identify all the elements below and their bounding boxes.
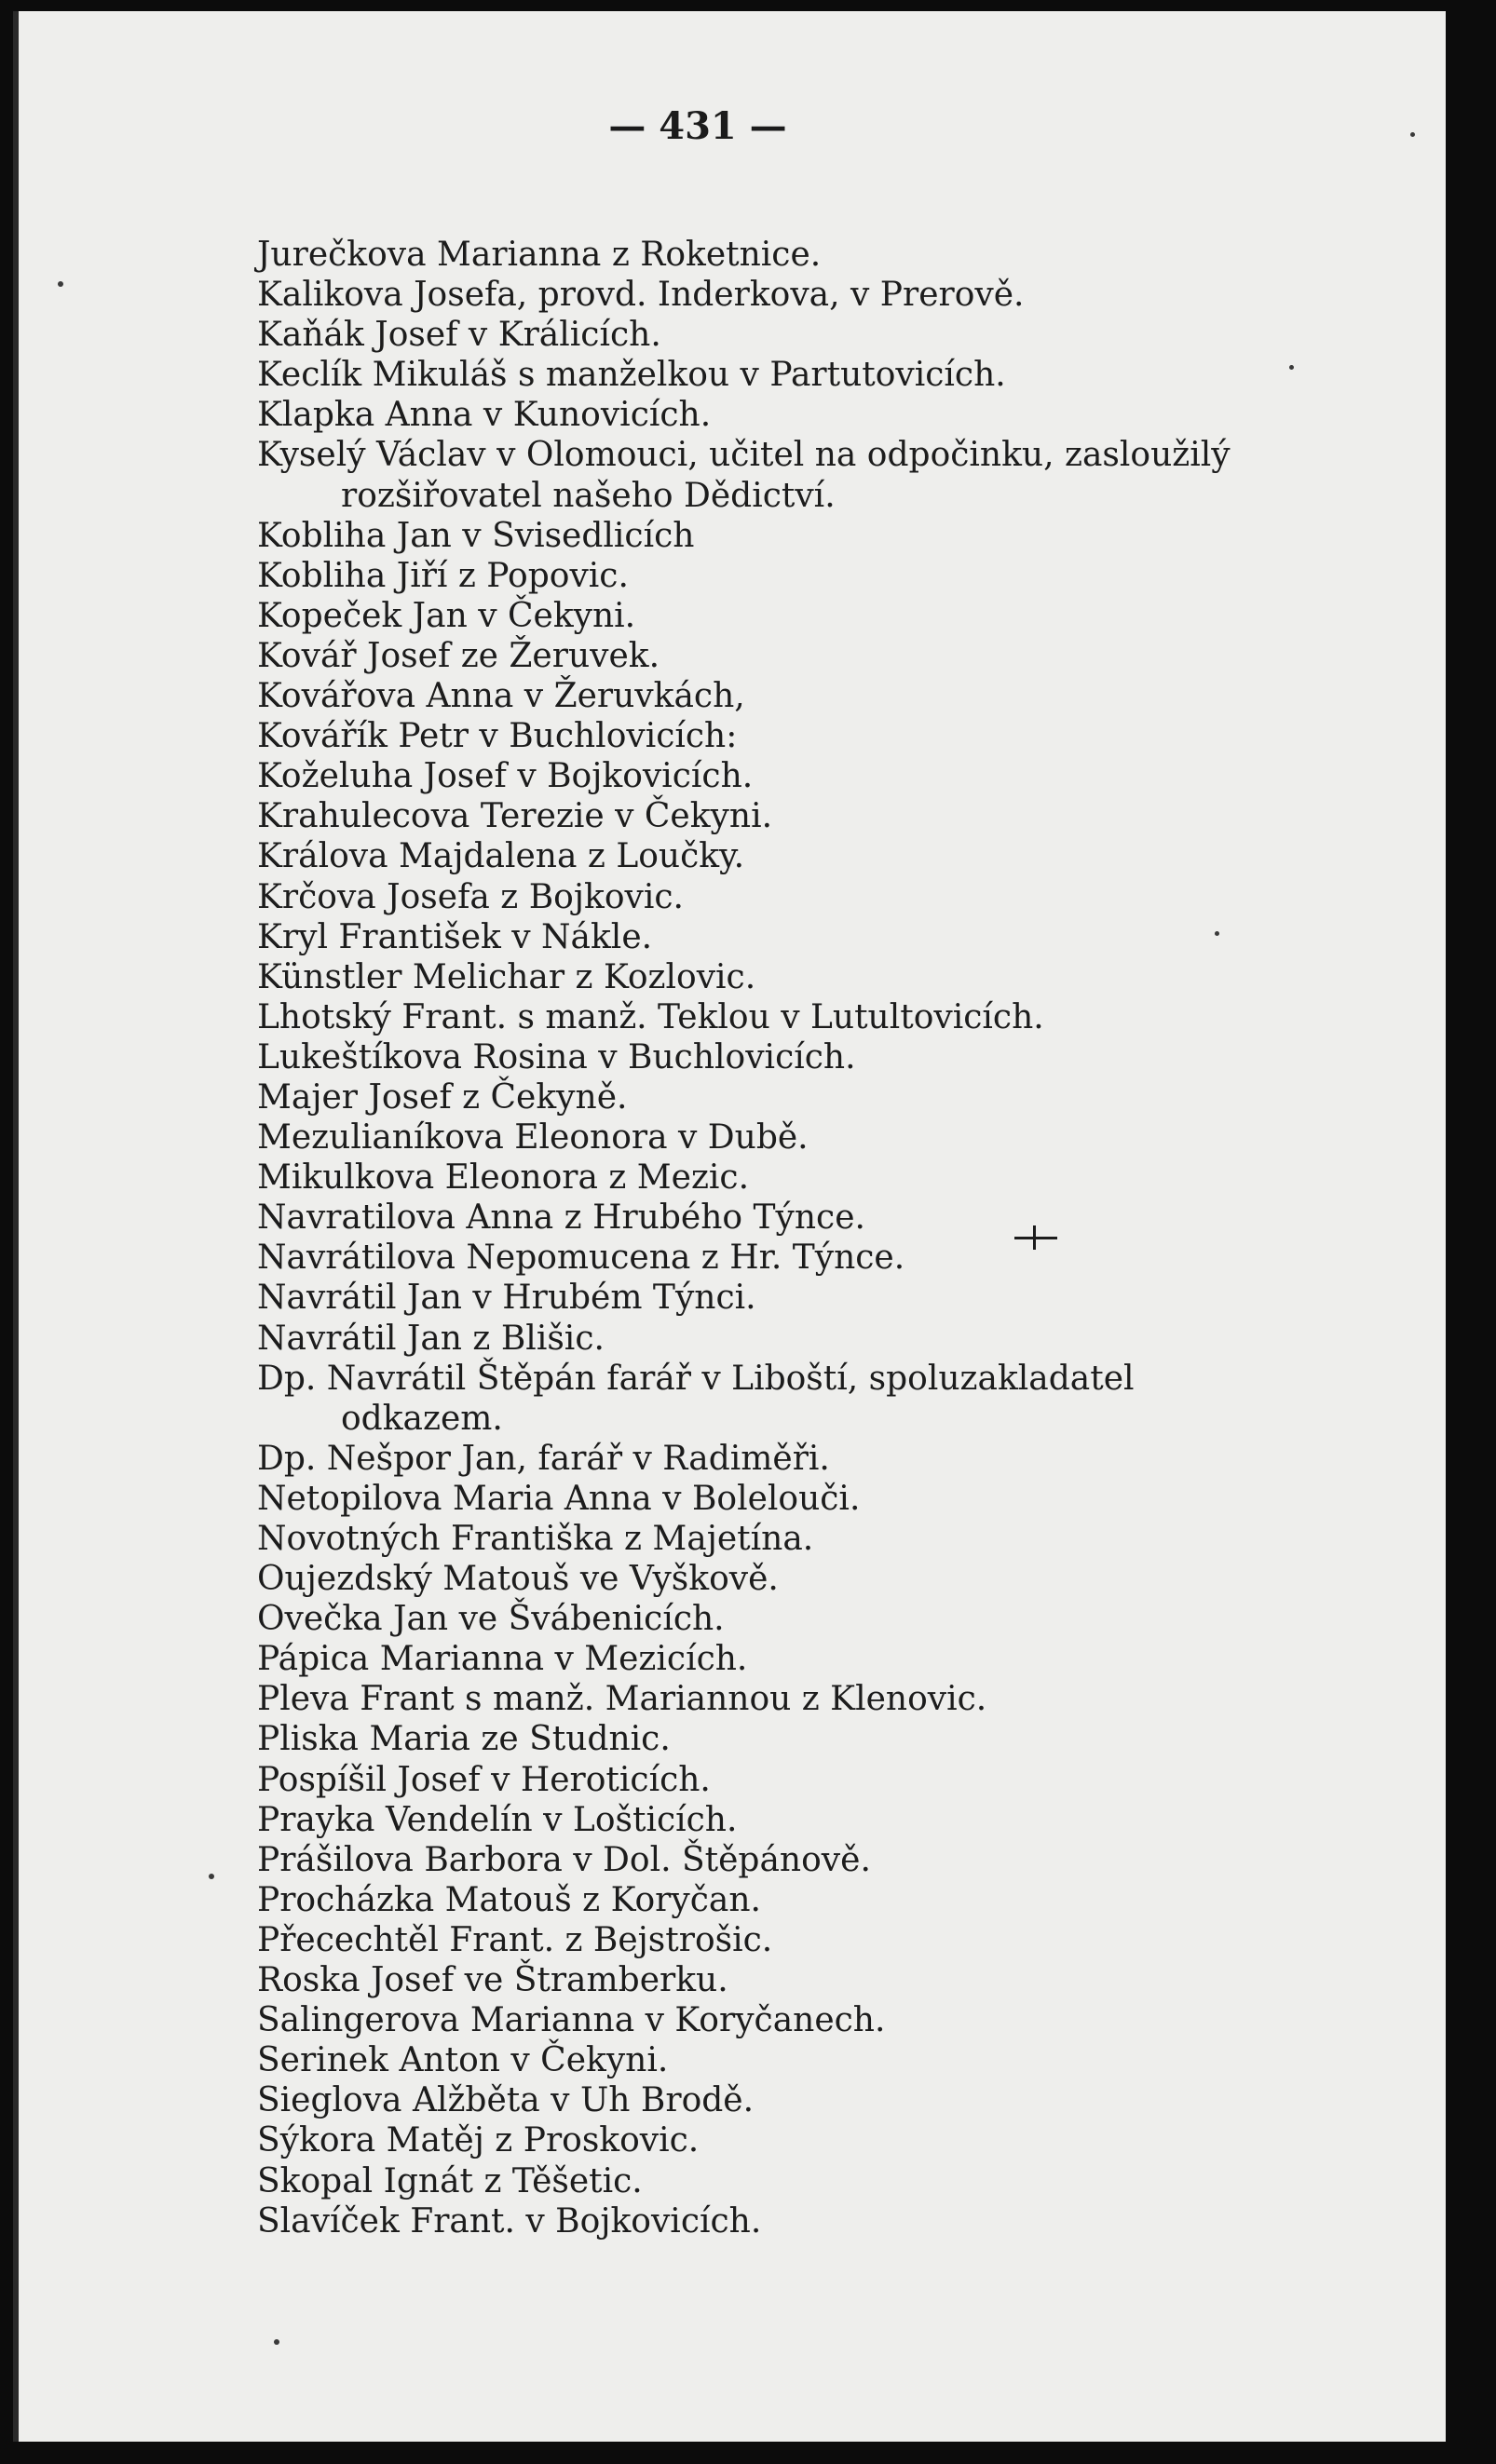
list-item: Kyselý Václav v Olomouci, učitel na odpočinku, zasloužilý rozšiřovatel našeho Dědictví. [257, 436, 1231, 515]
list-item: Netopilova Maria Anna v Bolelouči. [257, 1479, 861, 1518]
print-speck [1410, 132, 1415, 137]
list-item: Roska Josef ve Štramberku. [257, 1961, 728, 2000]
list-item: Kobliha Jiří z Popovic. [257, 556, 629, 595]
list-item: Kovář Josef ze Žeruvek. [257, 636, 660, 675]
list-item: Mezulianíkova Eleonora v Dubě. [257, 1118, 809, 1158]
book-page [13, 11, 1446, 2442]
page-number: — 431 — [608, 104, 787, 148]
list-item: Pleva Frant s manž. Mariannou z Klenovic. [257, 1680, 987, 1719]
list-item: Sieglova Alžběta v Uh Brodě. [257, 2081, 755, 2120]
list-item: Krčova Josefa z Bojkovic. [257, 877, 684, 916]
list-item: Skopal Ignát z Těšetic. [257, 2161, 643, 2200]
list-item: Lukeštíkova Rosina v Buchlovicích. [257, 1037, 856, 1076]
list-item: Pápica Marianna v Mezicích. [257, 1640, 748, 1679]
list-item: Přecechtěl Frant. z Bejstrošic. [257, 1920, 773, 1959]
list-item: Navrátilova Nepomucena z Hr. Týnce. [257, 1239, 905, 1278]
list-item: Kobliha Jan v Svisedlicích [257, 516, 695, 555]
list-item: Kovářík Petr v Buchlovicích: [257, 717, 738, 756]
list-item: Navratilova Anna z Hrubého Týnce. [257, 1198, 865, 1238]
list-item: Oujezdský Matouš ve Vyškově. [257, 1560, 779, 1599]
subscriber-list [257, 235, 1291, 2241]
list-item: Procházka Matouš z Koryčan. [257, 1880, 761, 1919]
list-item: Kalikova Josefa, provd. Inderkova, v Prerově. [257, 276, 1025, 315]
list-item: Králova Majdalena z Loučky. [257, 837, 745, 876]
list-item: Pliska Maria ze Studnic. [257, 1720, 671, 1759]
list-item: Koželuha Josef v Bojkovicích. [257, 757, 754, 796]
list-item: Mikulkova Eleonora z Mezic. [257, 1158, 750, 1198]
list-item: Kaňák Josef v Králicích. [257, 316, 661, 355]
list-item: Jurečkova Marianna z Roketnice. [257, 236, 822, 274]
list-item: Kryl František v Nákle. [257, 917, 653, 956]
list-item: Prayka Vendelín v Lošticích. [257, 1800, 738, 1839]
list-item: Krahulecova Terezie v Čekyni. [257, 797, 773, 836]
print-speck [209, 1874, 214, 1879]
list-item: Künstler Melichar z Kozlovic. [257, 957, 756, 996]
list-item: Sýkora Matěj z Proskovic. [257, 2121, 700, 2160]
cross-mark-icon [1014, 1224, 1057, 1252]
list-item: Novotných Františka z Majetína. [257, 1520, 814, 1558]
print-speck [58, 281, 63, 287]
list-item: Dp. Nešpor Jan, farář v Radiměři. [257, 1439, 830, 1478]
list-item: Serinek Anton v Čekyni. [257, 2041, 669, 2080]
list-item: Lhotský Frant. s manž. Teklou v Lutultovicích. [257, 997, 1044, 1036]
list-item: Salingerova Marianna v Koryčanech. [257, 2001, 886, 2040]
list-item: Keclík Mikuláš s manželkou v Partutovicích. [257, 356, 1006, 395]
list-item: Slavíček Frant. v Bojkovicích. [257, 2201, 762, 2241]
list-item: Kopeček Jan v Čekyni. [257, 596, 636, 635]
list-item: Prášilova Barbora v Dol. Štěpánově. [257, 1840, 871, 1879]
list-item: Klapka Anna v Kunovicích. [257, 396, 712, 435]
list-item: Ovečka Jan ve Švábenicích. [257, 1600, 725, 1639]
list-item: Kovářova Anna v Žeruvkách, [257, 677, 745, 716]
page-spine-edge [13, 11, 19, 2442]
list-item: Pospíšil Josef v Heroticích. [257, 1760, 711, 1799]
list-item: Dp. Navrátil Štěpán farář v Liboští, spoluzakladatel odkazem. [257, 1359, 1135, 1438]
list-item: Majer Josef z Čekyně. [257, 1077, 628, 1117]
list-item: Navrátil Jan z Blišic. [257, 1319, 605, 1358]
list-item: Navrátil Jan v Hrubém Týnci. [257, 1279, 756, 1318]
print-speck [274, 2339, 279, 2345]
